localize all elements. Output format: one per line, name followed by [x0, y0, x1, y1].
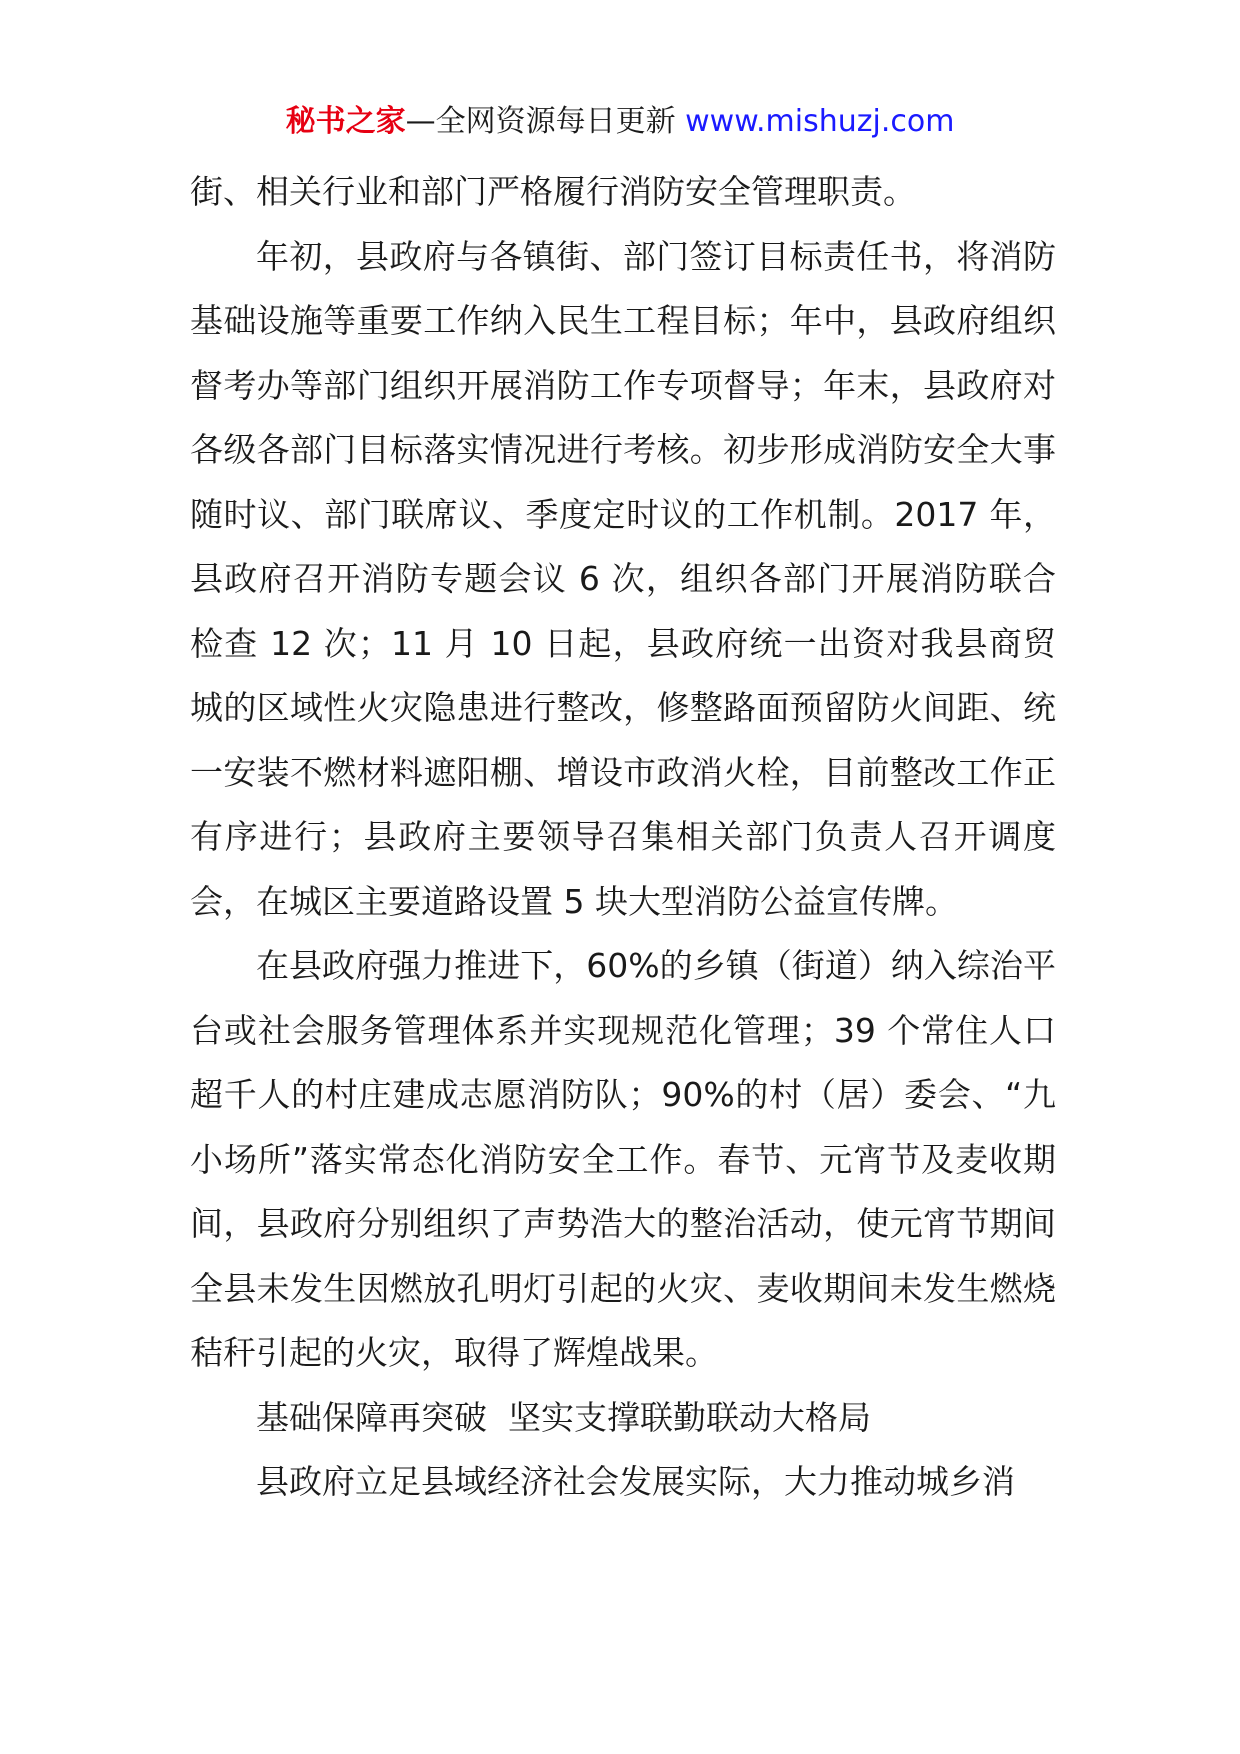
site-url-link[interactable]: www.mishuzj.com — [685, 104, 955, 139]
document-body — [190, 160, 1056, 1515]
paragraph: 县政府立足县域经济社会发展实际，大力推动城乡消 — [256, 1462, 1015, 1501]
site-header — [0, 100, 1240, 144]
section-heading: 基础保障再突破 坚实支撑联勤联动大格局 — [256, 1397, 871, 1437]
paragraph-continuation: 街、相关行业和部门严格履行消防安全管理职责。 — [190, 172, 916, 211]
brand-name: 秘书之家 — [285, 104, 406, 139]
header-tagline: —全网资源每日更新 — [405, 104, 686, 139]
paragraph: 在县政府强力推进下，60%的乡镇（街道）纳入综治平台或社会服务管理体系并实现规范化管理；39 个常住人口超千人的村庄建成志愿消防队；90%的村（居）委会、“九小场所”落实常态化消防安全工作。春节、元宵节及麦收期间，县政府分别组织了声势浩大的整治活动，使元宵节期间全县未发生因燃放孔明灯引起的火灾、麦收期间未发生燃烧秸秆引起的火灾，取得了辉煌战果。 — [190, 946, 1056, 1372]
paragraph: 年初，县政府与各镇街、部门签订目标责任书，将消防基础设施等重要工作纳入民生工程目标；年中，县政府组织督考办等部门组织开展消防工作专项督导；年末，县政府对各级各部门目标落实情况进行考核。初步形成消防安全大事随时议、部门联席议、季度定时议的工作机制。2017 年，县政府召开消防专题会议 6 次，组织各部门开展消防联合检查 12 次；11 月 10 日起，县政府统一出资对我县商贸城的区域性火灾隐患进行整改，修整路面预留防火间距、统一安装不燃材料遮阳棚、增设市政消火栓，目前整改工作正有序进行；县政府主要领导召集相关部门负责人召开调度会，在城区主要道路设置 5 块大型消防公益宣传牌。 — [190, 236, 1056, 921]
